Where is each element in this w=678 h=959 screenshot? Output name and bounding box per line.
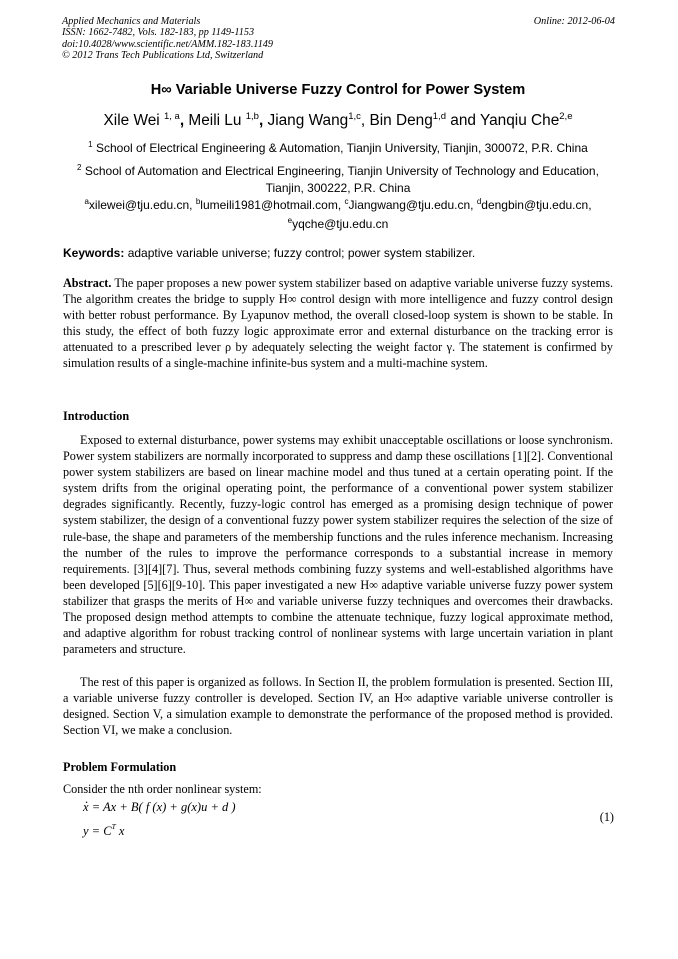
author-name: Bin Deng bbox=[369, 112, 433, 129]
abstract-label: Abstract. bbox=[63, 276, 112, 290]
email-mark: b bbox=[195, 197, 201, 206]
affiliation-text: School of Automation and Electrical Engineering, Tianjin University of Technology and Education, Tianjin, 300222, P.R. China bbox=[84, 164, 599, 195]
author-affiliation-mark: 1,b bbox=[245, 111, 259, 122]
author-separator: , bbox=[179, 112, 185, 129]
equation-line bbox=[83, 822, 124, 839]
email-address: dengbin@tju.edu.cn, bbox=[481, 198, 592, 212]
affiliation-mark: 1 bbox=[88, 140, 93, 149]
keywords bbox=[63, 246, 475, 260]
equation-rhs: x bbox=[118, 824, 125, 838]
author-emails bbox=[62, 194, 614, 232]
journal-header bbox=[62, 16, 273, 61]
keywords-label: Keywords: bbox=[63, 246, 125, 260]
abstract bbox=[63, 275, 613, 372]
email-address: xilewei@tju.edu.cn, bbox=[88, 198, 193, 212]
author-affiliation-mark: 1, a bbox=[163, 111, 180, 122]
journal-name: Applied Mechanics and Materials bbox=[62, 16, 201, 27]
affiliation bbox=[62, 137, 614, 157]
author-affiliation-mark: 1,d bbox=[432, 111, 446, 122]
equation-lhs: y = C bbox=[83, 824, 112, 838]
author-affiliation-mark: 2,e bbox=[559, 111, 573, 122]
equation-rhs: = Ax + B( f (x) + g(x)u + d ) bbox=[91, 800, 236, 814]
section-heading: Problem Formulation bbox=[63, 760, 177, 774]
author-name: Xile Wei bbox=[103, 112, 160, 129]
author-list bbox=[62, 111, 614, 130]
paper-title: H∞ Variable Universe Fuzzy Control for Power System bbox=[150, 82, 526, 98]
paragraph: The rest of this paper is organized as follows. In Section II, the problem formulation is presented. Section III, a variable universe fuzzy controller is developed. Section IV, an H∞ adaptive variable universe controller is designed. Section V, a simulation example to demonstrate the performance of the proposed method is provided. Section VI, we make a conclusion. bbox=[63, 675, 613, 738]
author-and: and bbox=[450, 112, 476, 129]
online-date: Online: 2012-06-04 bbox=[533, 16, 615, 27]
abstract-text: The paper proposes a new power system stabilizer based on adaptive variable universe fuzzy systems. The algorithm creates the bridge to supply H∞ control design with more intelligence and fuzzy control design with better robust performance. By Lyapunov method, the overall closed-loop system is shown to be stable. In this study, the effect of both fuzzy logic approximate error and external disturbance on the tracking error is attenuated to a prescribed lever ρ by adequately selecting the weight factor γ. The statement is confirmed by simulation results of a single-machine infinite-bus system and a multi-machine system. bbox=[63, 276, 613, 371]
paragraph: Consider the nth order nonlinear system: bbox=[63, 782, 262, 796]
journal-issn: ISSN: 1662-7482, Vols. 182-183, pp 1149-1153 bbox=[62, 27, 255, 39]
author-separator: , bbox=[258, 112, 264, 129]
email-mark: d bbox=[476, 197, 482, 206]
author-name: Yanqiu Che bbox=[479, 112, 560, 129]
journal-doi: doi:10.4028/www.scientific.net/AMM.182-183.1149 bbox=[62, 38, 273, 50]
keywords-text: adaptive variable universe; fuzzy control; power system stabilizer. bbox=[127, 246, 476, 260]
author-separator: , bbox=[360, 112, 366, 129]
email-address: Jiangwang@tju.edu.cn, bbox=[348, 198, 474, 212]
journal-copyright: © 2012 Trans Tech Publications Ltd, Switzerland bbox=[62, 49, 264, 61]
affiliation-mark: 2 bbox=[77, 163, 82, 172]
email-address: lumeili1981@hotmail.com, bbox=[200, 198, 342, 212]
author-name: Meili Lu bbox=[188, 112, 242, 129]
equation-superscript: T bbox=[111, 822, 116, 831]
email-mark: c bbox=[344, 197, 349, 206]
equation-number: (1) bbox=[599, 810, 614, 824]
email-address: yqche@tju.edu.cn bbox=[292, 217, 389, 231]
author-name: Jiang Wang bbox=[267, 112, 349, 129]
email-mark: a bbox=[84, 197, 89, 206]
email-mark: e bbox=[287, 216, 293, 225]
affiliation-text: School of Electrical Engineering & Automation, Tianjin University, Tianjin, 300072, P.R. China bbox=[95, 141, 588, 155]
equation-lhs: . x bbox=[83, 800, 89, 815]
section-heading: Introduction bbox=[63, 409, 130, 423]
paragraph: Exposed to external disturbance, power systems may exhibit unacceptable oscillations or loose synchronism. Power system stabilizers are normally incorporated to suppress and damp these oscillations [1][2]. Conventional power system stabilizers are based on linear machine model and thus tuned at a certain operating point. If the system drifts from the original operating point, the performance of a conventional power system stabilizer degrades significantly. Recently, fuzzy-logic control has emerged as a promising design technique of power system stabilizer, the design of a conventional fuzzy power system stabilizer requires the selection of the size of rule-base, the shape and parameters of the membership functions and the rules inference mechanism. Increasing the number of the rules to improve the performance corresponds to a substantial increase in memory requirements. [3][4][7]. Thus, several methods combining fuzzy systems and well-established algorithms have been developed [5][6][9-10]. This paper investigated a new H∞ adaptive variable universe fuzzy power system stabilizer that grasps the merits of H∞ and variable universe fuzzy techniques and overcomes their drawbacks. The proposed design method attempts to combine the attenuate technique, fuzzy logical approximate method, and adaptive algorithm for robust tracking control of nonlinear systems with large uncertain variation in plant parameters and structure. bbox=[63, 433, 613, 657]
equation-line bbox=[83, 800, 236, 815]
author-affiliation-mark: 1,c bbox=[348, 111, 361, 122]
affiliation bbox=[62, 160, 614, 196]
